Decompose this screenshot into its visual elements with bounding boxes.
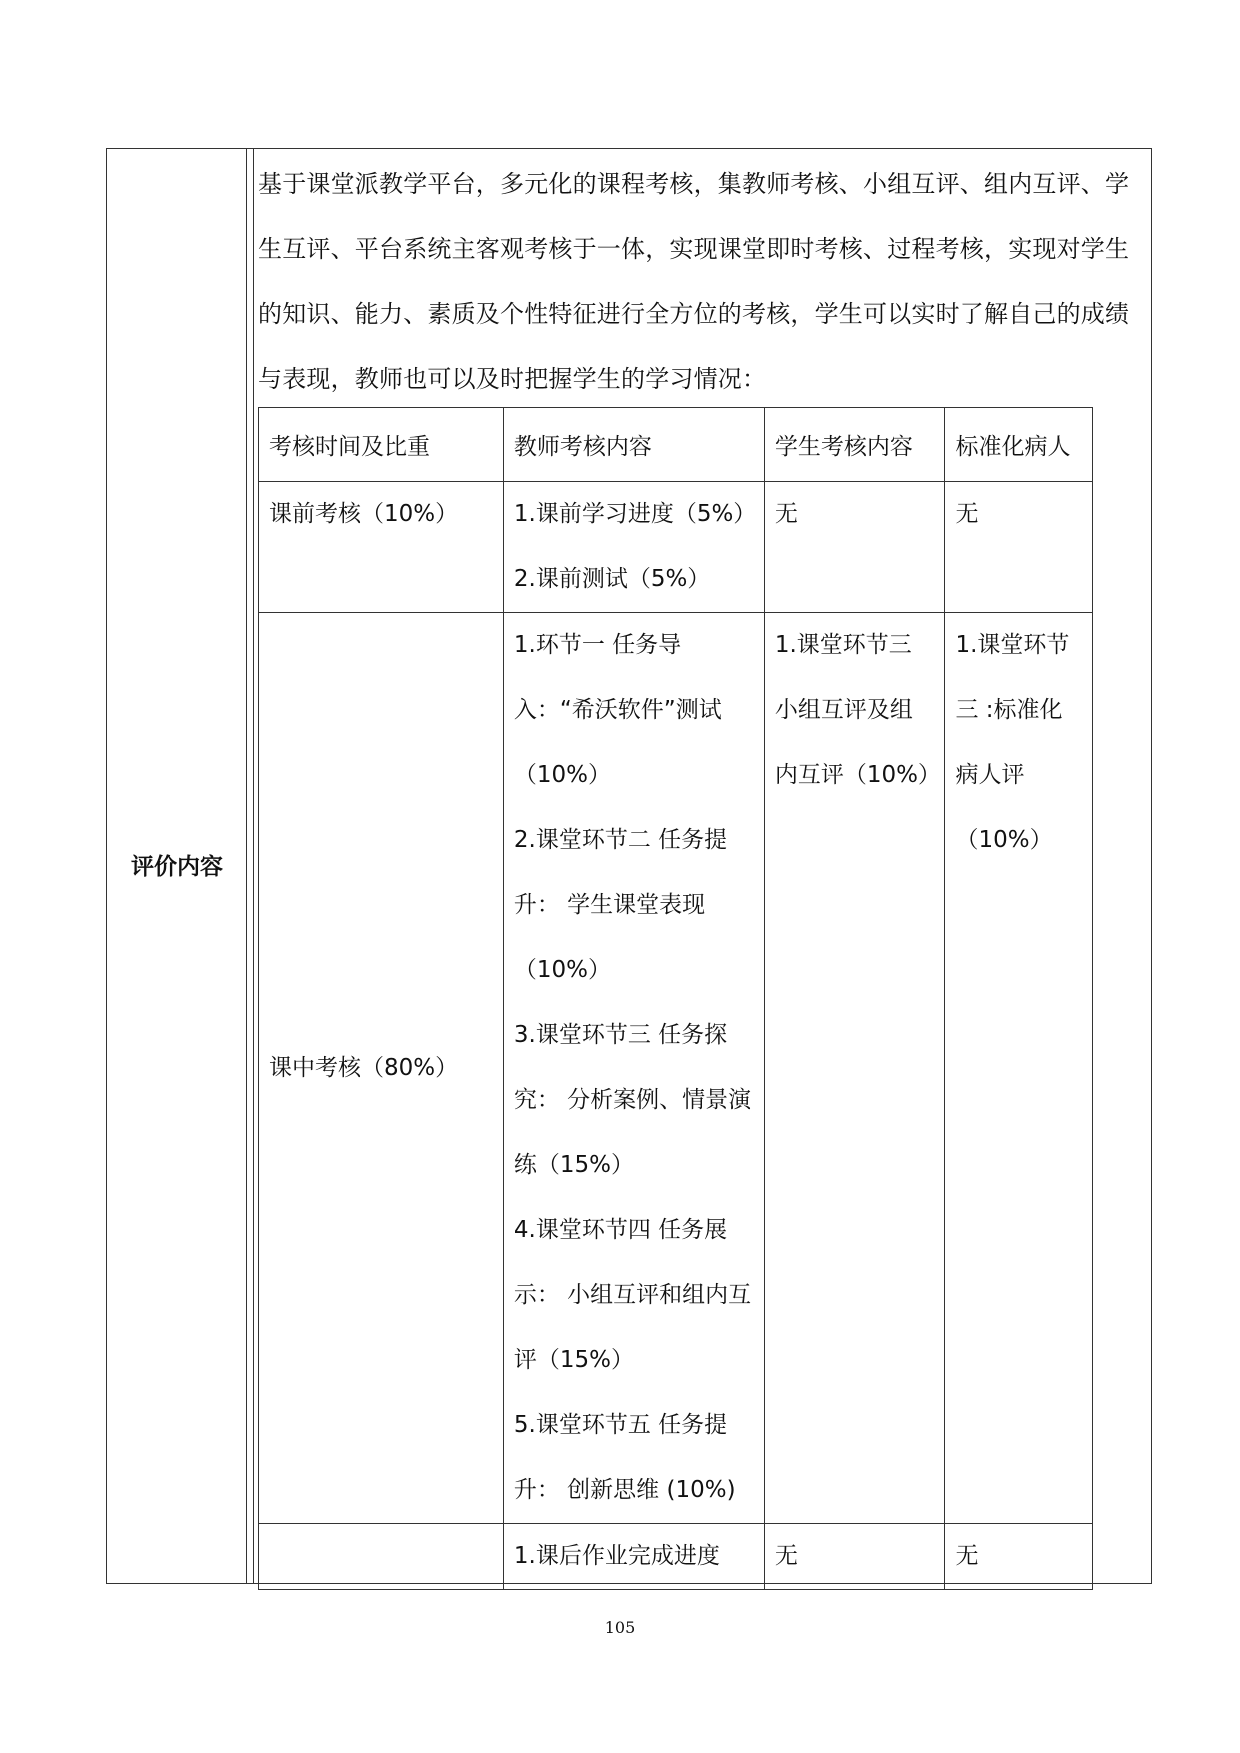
table-header-row [259,408,1093,482]
assessment-table [258,407,1093,1590]
teacher-item: 4.课堂环节四 任务展示： 小组互评和组内互评（15%） [513,1217,752,1373]
teacher-cell [503,1524,764,1590]
section-label: 评价内容 [131,854,223,880]
teacher-item: 1.环节一 任务导入：“希沃软件”测试（10%） [513,632,722,788]
student-cell: 无 [764,482,945,613]
header-sp: 标准化病人 [945,408,1093,482]
stage-cell: 课前考核（10%） [259,482,504,613]
teacher-cell [503,482,764,613]
table-row [259,482,1093,613]
column-divider-double [253,148,254,1584]
page-number: 105 [604,1618,636,1637]
sp-cell: 1.课堂环节三 :标准化病人评 （10%） [945,613,1093,1524]
header-stage: 考核时间及比重 [259,408,504,482]
teacher-cell [503,613,764,1524]
teacher-item: 2.课堂环节二 任务提升： 学生课堂表现（10%） [513,827,728,983]
stage-cell: 课中考核（80%） [259,613,504,1524]
teacher-item: 1.课后作业完成进度 [513,1543,720,1569]
student-cell: 1.课堂环节三小组互评及组内互评（10%） [764,613,945,1524]
sp-cell: 无 [945,1524,1093,1590]
teacher-item: 5.课堂环节五 任务提升： 创新思维 (10%) [513,1412,736,1503]
stage-cell [259,1524,504,1590]
teacher-item: 1.课前学习进度（5%） [513,501,757,527]
header-teacher: 教师考核内容 [503,408,764,482]
sp-cell: 无 [945,482,1093,613]
teacher-item: 2.课前测试（5%） [513,566,711,592]
teacher-item: 3.课堂环节三 任务探究： 分析案例、情景演练（15%） [513,1022,752,1178]
student-cell: 无 [764,1524,945,1590]
header-student: 学生考核内容 [764,408,945,482]
column-divider [246,148,247,1584]
table-row [259,613,1093,1524]
table-row [259,1524,1093,1590]
intro-paragraph: 基于课堂派教学平台，多元化的课程考核，集教师考核、小组互评、组内互评、学生互评、平台系统主客观考核于一体，实现课堂即时考核、过程考核，实现对学生的知识、能力、素质及个性特征进行全方位的考核，学生可以实时了解自己的成绩与表现，教师也可以及时把握学生的学习情况： [258,170,1130,393]
